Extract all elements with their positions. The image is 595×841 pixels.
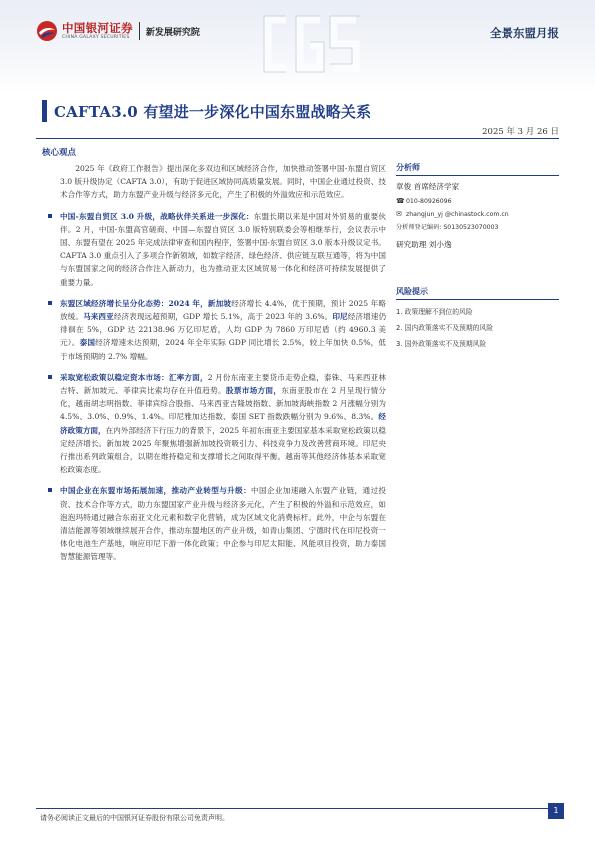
email-address[interactable]: zhangjun_yj @chinastock.com.cn [406,210,509,218]
email-row [396,210,559,218]
risk-heading: 风险提示 [396,286,559,300]
analyst-heading: 分析师 [396,162,559,176]
logo-english-name: CHINA GALAXY SECURITIES [62,34,130,40]
bullet-text: 经济表现远超预期，GDP 增长 5.1%，高于 2023 年的 3.6%。 [113,312,333,322]
bullet-heading: 中国-东盟自贸区 3.0 升级，战略伙伴关系进一步深化： [60,211,254,221]
bullet-heading: 采取宽松政策以稳定资本市场： [60,372,169,382]
bullet-text: 经济增速仍徘徊在 5%，GDP 达 22138.96 万亿印尼盾，人均 GDP 为 7860 万印尼盾（约 4960.3 美元）。 [60,312,387,348]
logo-divider [139,22,140,40]
title-accent-bar [42,100,47,122]
report-type: 全景东盟月报 [490,26,559,40]
sidebar [396,162,559,348]
risk-item: 3. 国外政策落实不及预期风险 [396,340,487,348]
main-content [46,162,386,564]
emphasis-thailand: 泰国 [79,338,96,348]
report-title: CAFTA3.0 有望进一步深化中国东盟战略关系 [54,103,372,121]
risk-section [396,286,559,348]
mail-icon: ✉ [396,210,402,218]
page-number: 1 [548,803,564,819]
bullet-heading: 中国企业在东盟市场拓展加速，推动产业转型与升级： [60,486,252,496]
bullet-body: 中国企业加速融入东盟产业链，通过投资、技术合作等方式，助力东盟国家产业升级与经济多元化，产生了积极的外溢和示范效应，如泡泡玛特通过融合东南亚文化元素和数字化营销，成为区域文化消费标杆。此外，中企与东盟在清洁能源等领域继续展开合作，推动东盟地区的产业升级，如青山集团、宁德时代在印尼投资一体化电池生产基地，响应印尼下游一体化政策；中企参与印尼太阳能、风能项目投资，助力泰国智慧能源管理等。 [60,486,387,562]
footer-divider [36,808,559,809]
bullet-text: 在内外部经济下行压力的背景下，2025 年初东南亚主要国家基本采取宽松政策以稳定经济增长。新加坡 2025 年聚焦增强新加坡投资吸引力、科技竞争力及改善营商环境。印尼央行推出系列政策组合，以期在维持稳定和支撑增长之间取得平衡。越南等其他经济体基本采取宽松政策态度。 [60,425,386,475]
intro-paragraph: 2025 年《政府工作报告》提出深化多双边和区域经济合作，加快推动签署中国-东盟自贸区 3.0 版升级协定（CAFTA 3.0），有助于促进区域协同高质量发展。同时，中国企业通过投资、技术合作等方式，助力东盟产业升级与经济多元化，产生了积极的外溢效应和示范效应。 [60,164,386,200]
bullet-text: 东南亚股市在 2 月呈现行情分化，越南胡志明指数、菲律宾综合股指、马来西亚吉隆坡指数、新加坡海峡指数 2 月涨幅分别为 4.5%、3.0%、0.9%、1.4%。印尼雅加达指数、泰国 SET 指数跌幅分别为 9.6%、8.3%。 [60,386,387,422]
bullet-cafta-upgrade [46,210,386,289]
bullet-growth-divergence [46,297,386,363]
risk-item: 1. 政策理解不到位的风险 [396,308,473,316]
bullet-text: 2 月份东南亚主要货币走势企稳，泰铢、马来西亚林吉特、新加坡元、菲律宾比索均存在升值趋势。 [60,372,386,396]
research-assistant: 研究助理 刘小逸 [396,240,452,249]
analyst-registration: 分析师登记编码: S0130523070003 [396,224,499,231]
phone-number: 010-80926096 [406,197,452,205]
header-band [0,0,595,92]
report-date: 2025 年 3 月 26 日 [482,127,559,137]
emphasis-fx: 汇率方面， [168,372,208,382]
emphasis-economic-policy: 经济政策方面， [60,412,386,435]
footer-disclaimer: 请务必阅读正文最后的中国银河证券股份有限公司免责声明。 [40,814,229,822]
logo-chinese-name: 中国银河证券 [62,20,133,35]
galaxy-logo-icon [36,20,58,42]
bullet-body: 东盟长期以来是中国对外贸易的重要伙伴。2 月，中国-东盟高官磋商、中国—东盟自贸区 3.0 版特别联委会等相继举行，会议表示中国、东盟有望在 2025 年完成法律审查和国内程序，签署中国-东盟自贸区 3.0 版本升级议定书。CAFTA 3.0 重点引入了多项合作新领域，如数字经济、绿色经济、供应链互联互通等，将为中国与东盟国家之间的经济合作注入新动力，也为推动亚太区域贸易一体化和经济可持续发展提供了重要力量。 [60,211,386,287]
core-views-heading: 核心观点 [42,148,77,158]
bullet-easing-policy [46,371,386,477]
emphasis-stock-market: 股票市场方面， [225,386,282,396]
bullet-text: 经济增速未达预期，2024 年全年实际 GDP 同比增长 2.5%，较上年加快 0.5%，低于市场预期的 2.7% 增幅。 [60,338,386,361]
bullet-heading: 东盟区域经济增长呈分化态势： [60,298,169,308]
phone-icon: ☎ [396,197,405,205]
emphasis-indonesia: 印尼 [332,312,348,322]
bullet-chinese-enterprises [46,484,386,563]
emphasis-malaysia: 马来西亚 [83,312,114,322]
institute-name: 新发展研究院 [145,27,200,38]
analyst-name: 章俊 首席经济学家 [396,182,460,191]
title-divider [36,138,559,139]
bullet-text: 经济增长 4.4%，优于预期，预计 2025 年略放缓。 [60,298,387,322]
emphasis-singapore: 2024 年，新加坡 [168,298,232,308]
cgs-watermark-graphic [258,2,368,86]
phone-row [396,197,559,205]
company-logo [36,20,200,42]
risk-item: 2. 国内政策落实不及预期的风险 [396,324,494,332]
